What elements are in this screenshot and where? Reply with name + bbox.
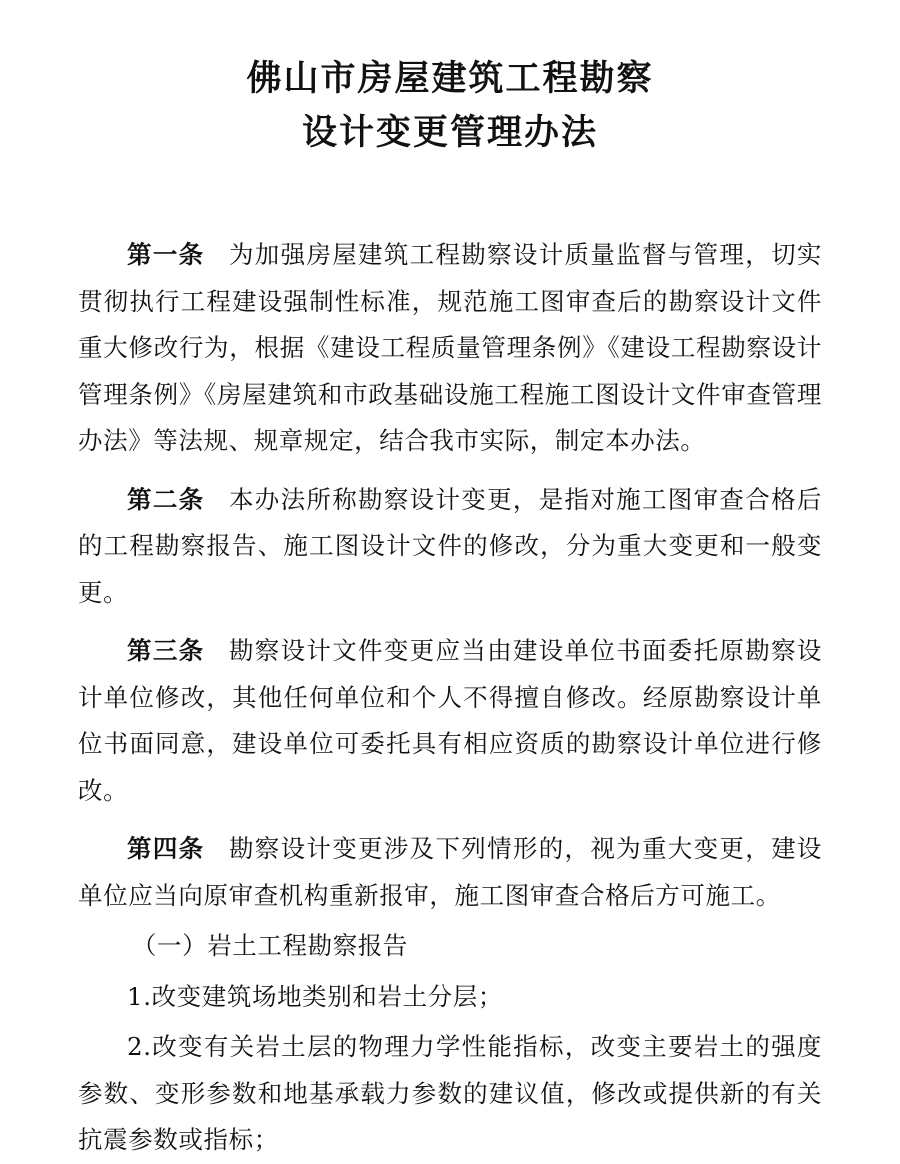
article-label: 第一条 xyxy=(127,240,205,269)
paragraph-gap xyxy=(78,814,822,826)
document-body xyxy=(78,232,822,1164)
article-2 xyxy=(78,477,822,617)
article-label: 第三条 xyxy=(127,636,205,665)
article-text: 勘察设计变更涉及下列情形的，视为重大变更，建设单位应当向原审查机构重新报审，施工图审查合格后方可施工。 xyxy=(78,834,822,910)
paragraph-gap xyxy=(78,616,822,628)
title-line-1: 佛山市房屋建筑工程勘察 xyxy=(246,58,654,99)
list-item: 2.改变有关岩土层的物理力学性能指标，改变主要岩土的强度参数、变形参数和地基承载力参数的建议值，修改或提供新的有关抗震参数或指标； xyxy=(78,1032,822,1154)
title-line-2: 设计变更管理办法 xyxy=(301,112,598,153)
section-heading: （一）岩土工程勘察报告 xyxy=(131,931,408,960)
article-text: 勘察设计文件变更应当由建设单位书面委托原勘察设计单位修改，其他任何单位和个人不得擅自修改。经原勘察设计单位书面同意，建设单位可委托具有相应资质的勘察设计单位进行修改。 xyxy=(78,636,822,805)
article-label: 第二条 xyxy=(127,484,205,514)
article-text: 为加强房屋建筑工程勘察设计质量监督与管理，切实贯彻执行工程建设强制性标准，规范施工图审查后的勘察设计文件重大修改行为，根据《建设工程质量管理条例》《建设工程勘察设计管理条例》《房屋建筑和市政基础设施工程施工图设计文件审查管理办法》等法规、规章规定，结合我市实际，制定本办法。 xyxy=(78,240,822,455)
paragraph-gap xyxy=(78,465,822,477)
document-title xyxy=(78,0,822,160)
article-3 xyxy=(78,628,822,814)
article-4 xyxy=(78,826,822,919)
article-text: 本办法所称勘察设计变更，是指对施工图审查合格后的工程勘察报告、施工图设计文件的修改，分为重大变更和一般变更。 xyxy=(78,484,822,607)
article-label: 第四条 xyxy=(127,834,205,863)
list-item: 1.改变建筑场地类别和岩土分层； xyxy=(127,981,503,1011)
article-1 xyxy=(78,232,822,465)
